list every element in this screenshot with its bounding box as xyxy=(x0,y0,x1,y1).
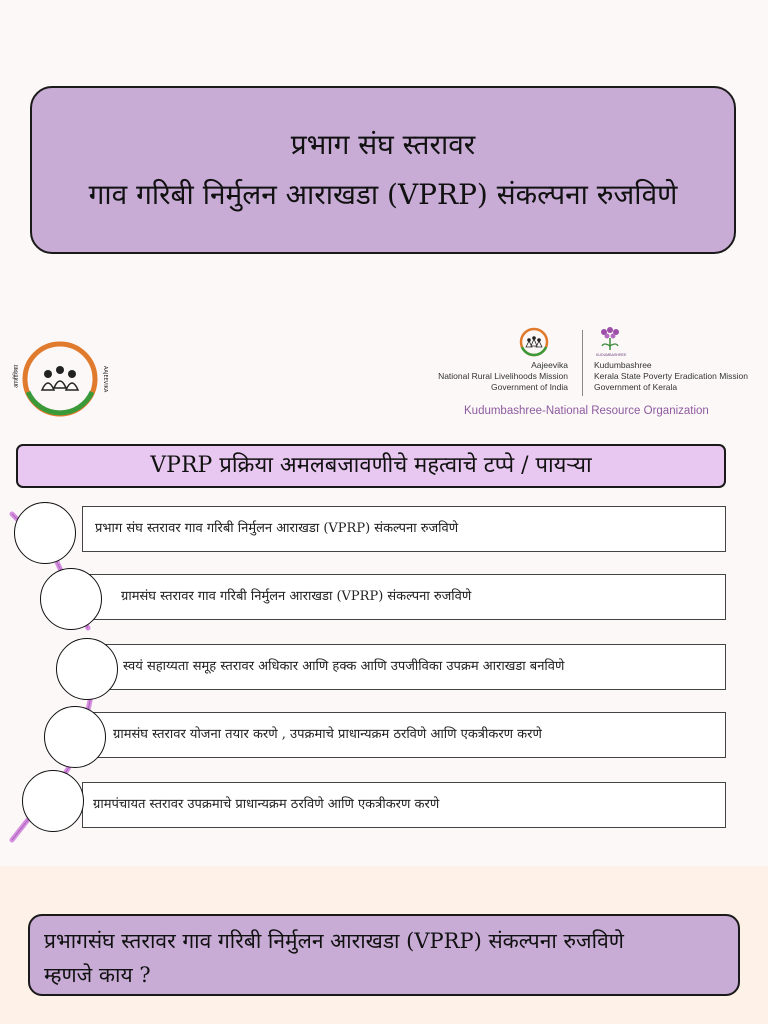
stage-step-4 xyxy=(82,712,726,758)
stage-step-2-circle xyxy=(40,568,102,630)
title-line-2: गाव गरिबी निर्मुलन आराखडा (VPRP) संकल्पना रुजविणे xyxy=(88,178,678,211)
stage-step-1-circle xyxy=(14,502,76,564)
kudumbashree-flower-icon xyxy=(590,324,630,360)
nro-label: Kudumbashree-National Resource Organization xyxy=(464,405,709,417)
stage-step-2-label: ग्रामसंघ स्तरावर गाव गरिबी निर्मुलन आराखडा (VPRP) संकल्पना रुजविणे xyxy=(121,589,472,604)
stage-step-4-circle xyxy=(44,706,106,768)
stage-step-5-label: ग्रामपंचायत स्तरावर उपक्रमाचे प्राधान्यक्रम ठरविणे आणि एकत्रीकरण करणे xyxy=(93,797,440,812)
partner-logos xyxy=(414,322,764,422)
stage-step-4-label: ग्रामसंघ स्तरावर योजना तयार करणे , उपक्रमाचे प्राधान्यक्रम ठरविणे आणि एकत्रीकरण करणे xyxy=(113,727,542,742)
aajeevika-line-1: Aajeevika xyxy=(531,360,568,370)
stages-timeline xyxy=(0,500,768,850)
kudumbashree-line-3: Government of Kerala xyxy=(594,382,678,392)
kudumbashree-small-label: KUDUMBASHREE xyxy=(596,353,627,357)
question-line-1: प्रभागसंघ स्तरावर गाव गरिबी निर्मुलन आराखडा (VPRP) संकल्पना रुजविणे xyxy=(44,929,624,953)
aajeevika-line-2: National Rural Livelihoods Mission xyxy=(438,371,568,381)
aajeevika-logo xyxy=(12,340,112,418)
title-box xyxy=(30,86,736,254)
stage-step-5-circle xyxy=(22,770,84,832)
stage-step-5 xyxy=(82,782,726,828)
stage-step-3 xyxy=(82,644,726,690)
kudumbashree-line-2: Kerala State Poverty Eradication Mission xyxy=(594,371,749,381)
aajeevika-devanagari-label: आजीविका xyxy=(13,364,20,388)
kudumbashree-line-1: Kudumbashree xyxy=(594,360,652,370)
stage-step-1 xyxy=(82,506,726,552)
aajeevika-emblem-icon xyxy=(12,340,112,418)
stage-step-1-label: प्रभाग संघ स्तरावर गाव गरिबी निर्मुलन आराखडा (VPRP) संकल्पना रुजविणे xyxy=(95,521,459,536)
aajeevika-line-3: Government of India xyxy=(490,382,568,392)
title-line-1: प्रभाग संघ स्तरावर xyxy=(290,128,476,161)
stages-header: VPRP प्रक्रिया अमलबजावणीचे महत्वाचे टप्पे / पायऱ्या xyxy=(16,444,726,488)
stage-step-2 xyxy=(82,574,726,620)
kudumbashree-text xyxy=(594,360,748,393)
aajeevika-latin-label: AAJEEVIKA xyxy=(102,366,108,393)
question-line-2: म्हणजे काय ? xyxy=(44,963,151,987)
logo-divider xyxy=(582,330,583,396)
aajeevika-small-emblem-icon xyxy=(512,326,556,358)
aajeevika-text xyxy=(438,360,568,393)
stage-step-3-circle xyxy=(56,638,118,700)
question-box xyxy=(28,914,740,996)
stage-step-3-label: स्वयं सहाय्यता समूह स्तरावर अधिकार आणि हक्क आणि उपजीविका उपक्रम आराखडा बनविणे xyxy=(123,659,565,674)
